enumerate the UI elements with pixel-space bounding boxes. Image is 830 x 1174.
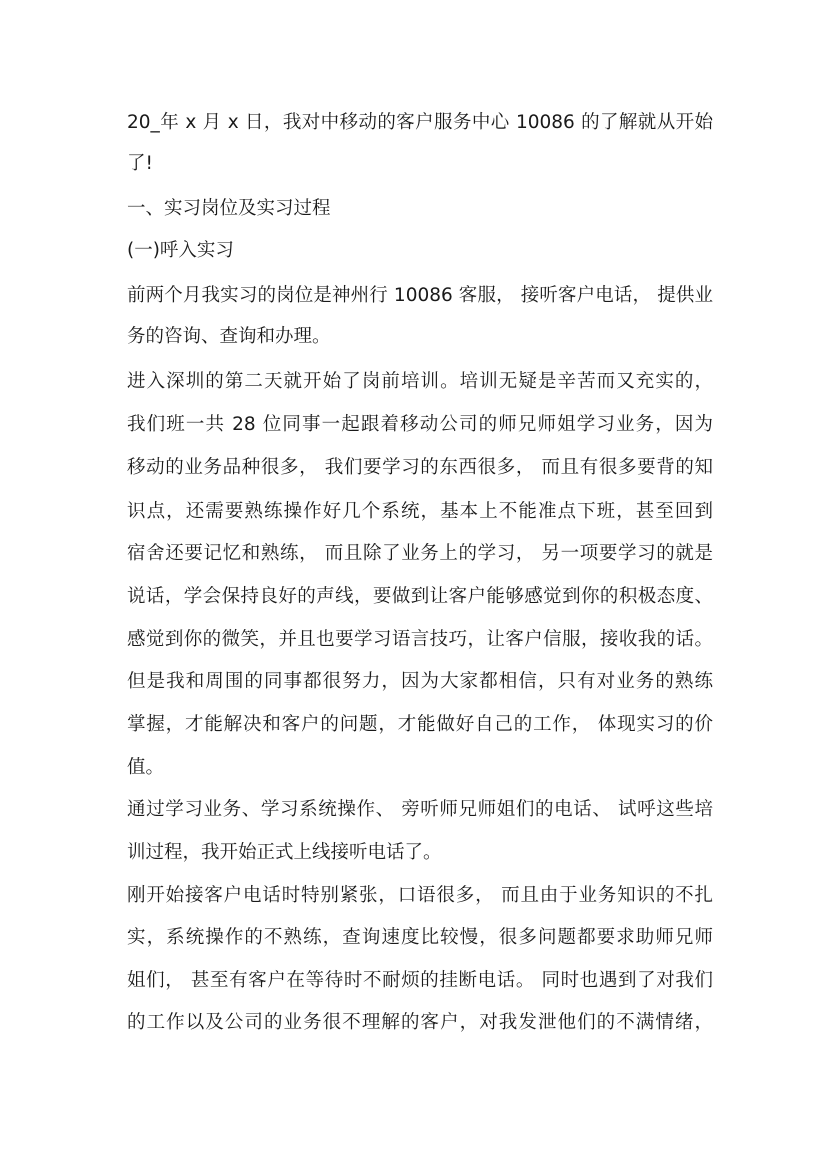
- text-line: 值。: [127, 757, 165, 778]
- text-line: 刚开始接客户电话时特别紧张，口语很多， 而且由于业务知识的不扎: [127, 885, 713, 906]
- text-line: 20_年 x 月 x 日，我对中移动的客户服务中心 10086 的了解就从开始: [127, 112, 713, 133]
- text-line: 姐们， 甚至有客户在等待时不耐烦的挂断电话。 同时也遇到了对我们: [127, 970, 713, 991]
- text-line: 宿舍还要记忆和熟练， 而且除了业务上的学习， 另一项要学习的就是: [127, 543, 713, 564]
- text-line: 实，系统操作的不熟练，查询速度比较慢，很多问题都要求助师兄师: [127, 927, 713, 948]
- text-line: 通过学习业务、学习系统操作、 旁听师兄师姐们的电话、 试呼这些培: [127, 799, 713, 820]
- text-line: 的工作以及公司的业务很不理解的客户，对我发泄他们的不满情绪，: [127, 1012, 713, 1033]
- text-line: 说话，学会保持良好的声线，要做到让客户能够感觉到你的积极态度、: [127, 586, 713, 607]
- text-line: 训过程，我开始正式上线接听电话了。: [127, 842, 442, 863]
- text-line: 掌握，才能解决和客户的问题，才能做好自己的工作， 体现实习的价: [127, 714, 713, 735]
- text-line: 了!: [127, 153, 153, 174]
- section-heading: 一、实习岗位及实习过程: [127, 198, 331, 219]
- text-line: 我们班一共 28 位同事一起跟着移动公司的师兄师姐学习业务，因为: [127, 414, 713, 435]
- text-line: 前两个月我实习的岗位是神州行 10086 客服， 接听客户电话， 提供业: [127, 285, 713, 306]
- text-line: 进入深圳的第二天就开始了岗前培训。培训无疑是辛苦而又充实的，: [127, 371, 713, 392]
- text-line: 识点，还需要熟练操作好几个系统，基本上不能准点下班，甚至回到: [127, 501, 713, 522]
- text-line: 但是我和周围的同事都很努力，因为大家都相信，只有对业务的熟练: [127, 671, 713, 692]
- subsection-heading: (一)呼入实习: [127, 240, 234, 261]
- text-line: 感觉到你的微笑，并且也要学习语言技巧，让客户信服，接收我的话。: [127, 629, 713, 650]
- text-line: 务的咨询、查询和办理。: [127, 326, 331, 347]
- text-line: 移动的业务品种很多， 我们要学习的东西很多， 而且有很多要背的知: [127, 457, 713, 478]
